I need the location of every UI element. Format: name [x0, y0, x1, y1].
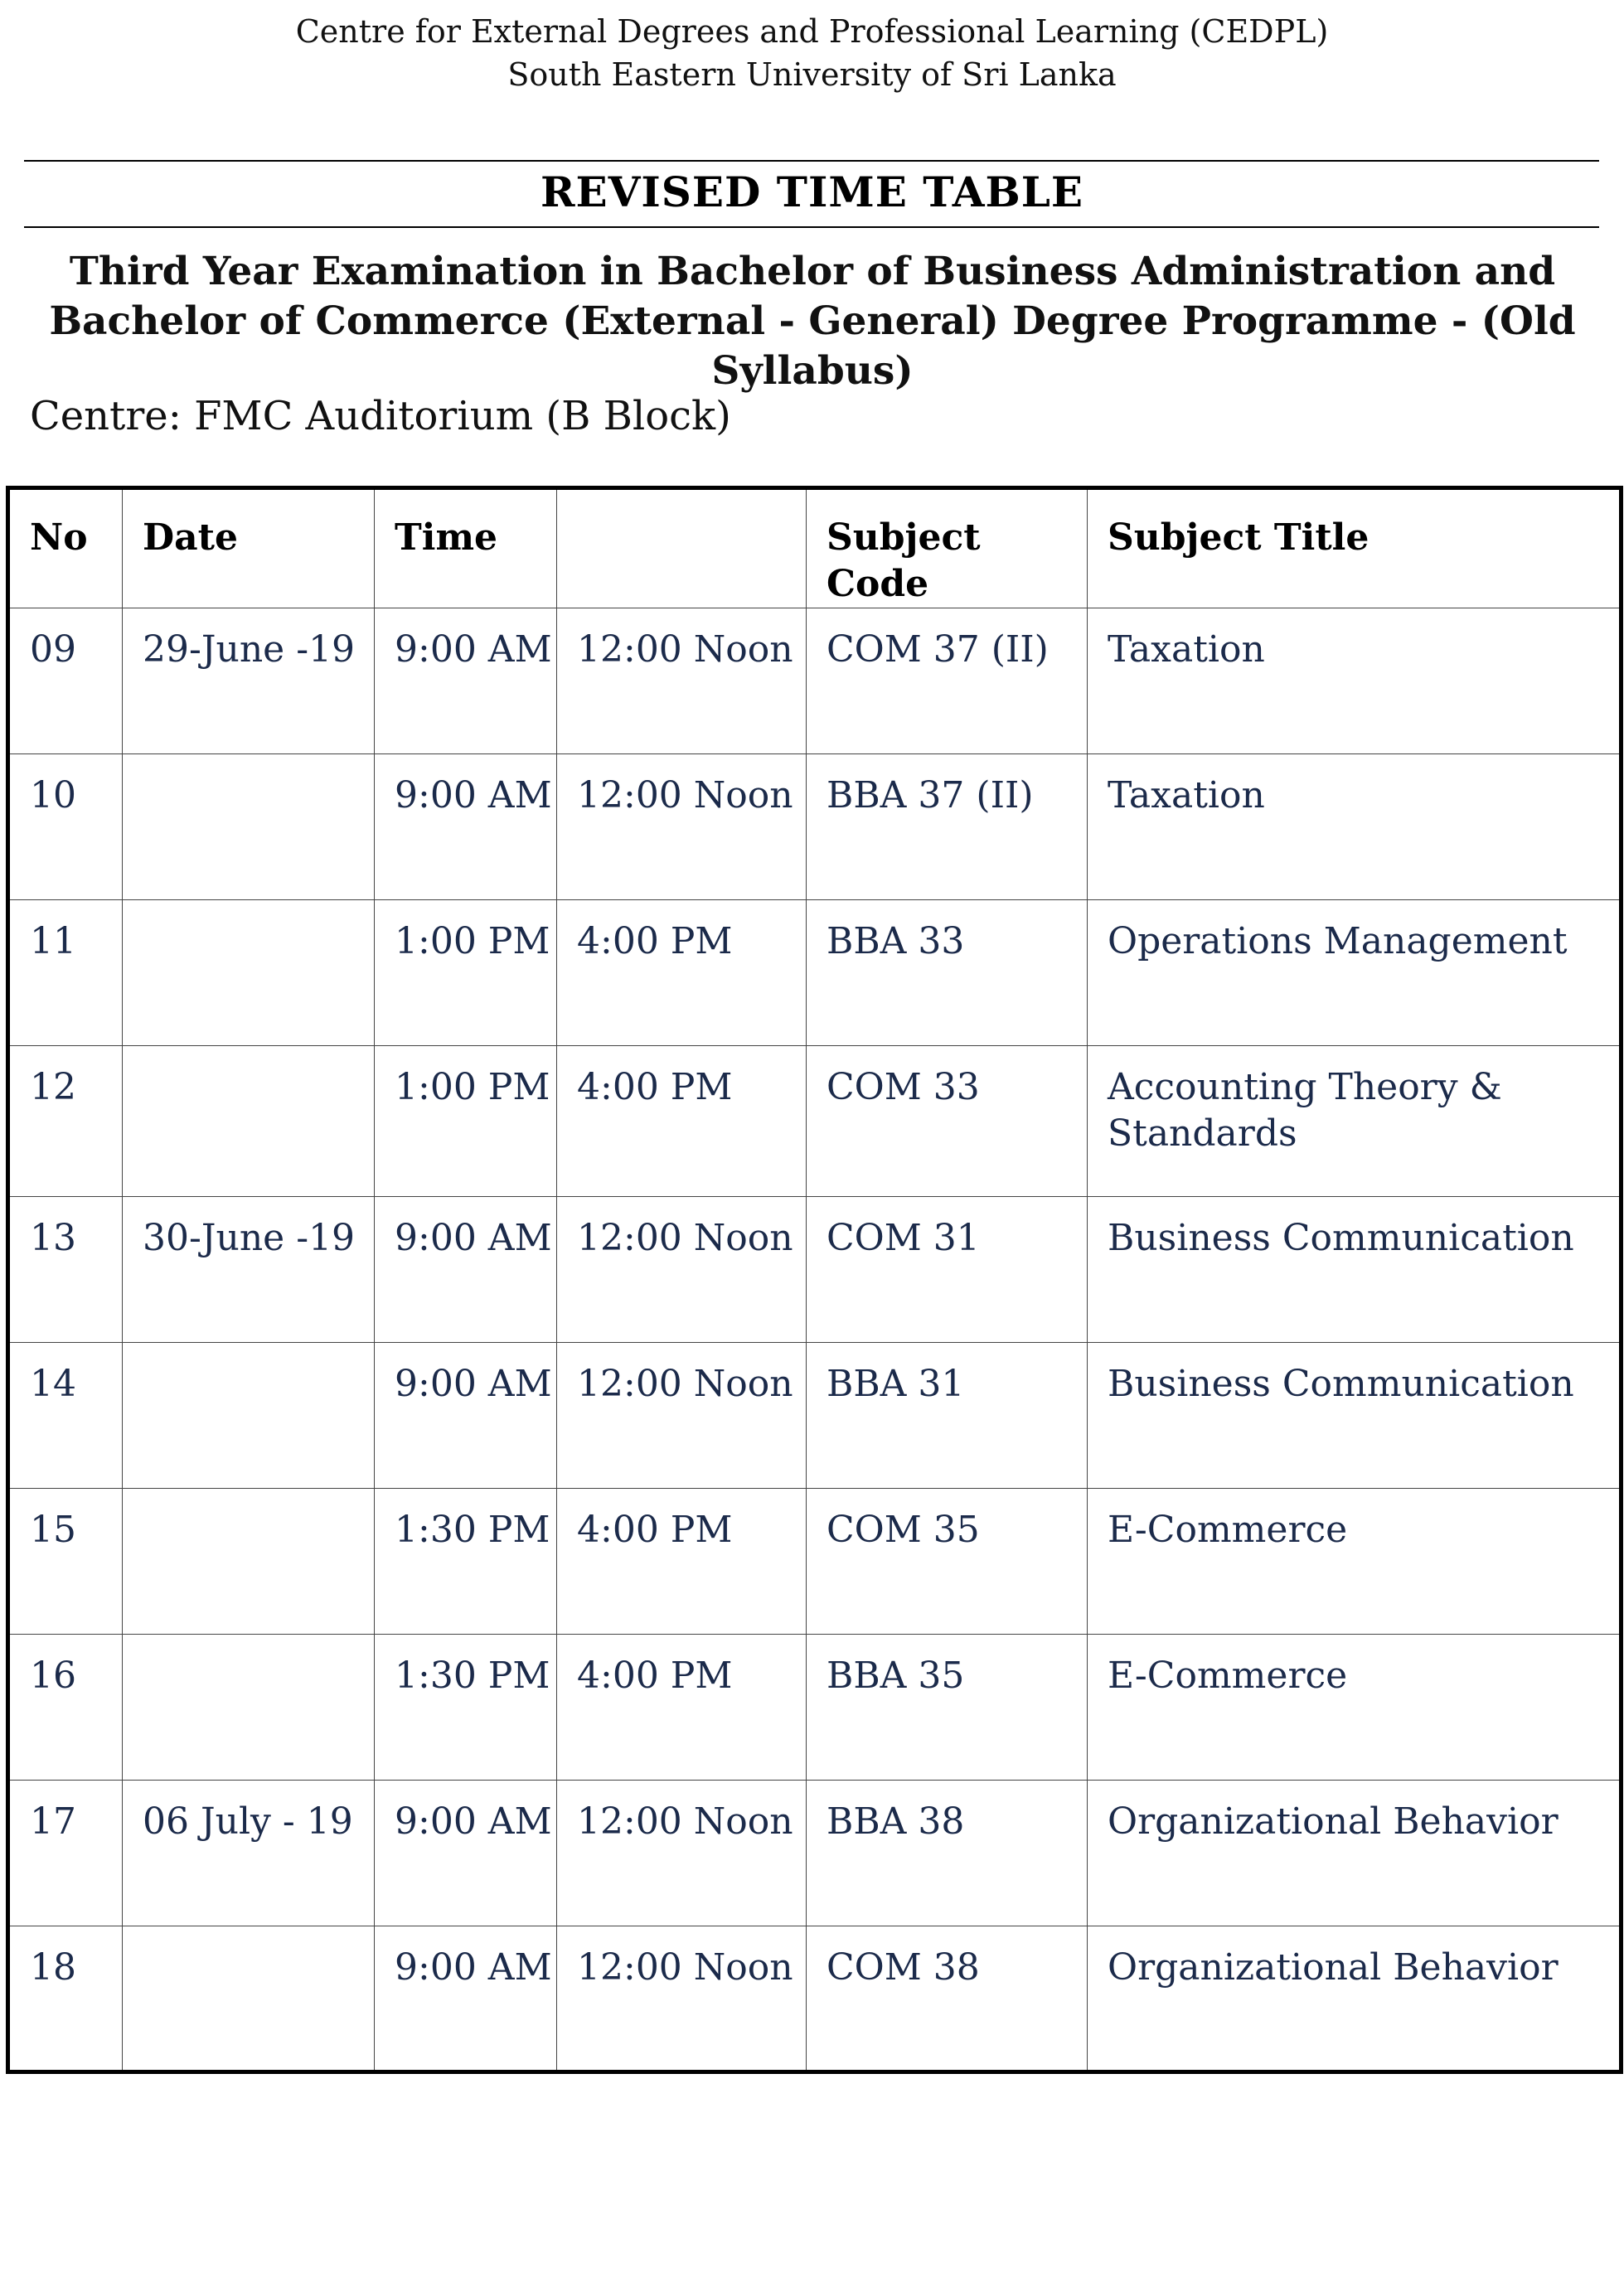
- cell-subject-title: Operations Management: [1088, 900, 1622, 1046]
- cell-subject-code: BBA 35: [807, 1635, 1088, 1781]
- cell-no: 16: [8, 1635, 123, 1781]
- cell-end-time: 4:00 PM: [557, 1635, 807, 1781]
- cell-subject-code: COM 33: [807, 1046, 1088, 1197]
- header-date: Date: [123, 488, 375, 608]
- title-underline-rule: [24, 226, 1599, 228]
- cell-start-time: 9:00 AM: [375, 754, 557, 900]
- header-time: Time: [375, 488, 557, 608]
- table-row: [8, 754, 1622, 900]
- cell-date: [123, 754, 375, 900]
- org-name: Centre for External Degrees and Professional Learning (CEDPL): [295, 13, 1329, 50]
- cell-end-time: 4:00 PM: [557, 1046, 807, 1197]
- top-rule: [24, 160, 1599, 162]
- cell-no: 10: [8, 754, 123, 900]
- cell-end-time: 12:00 Noon: [557, 754, 807, 900]
- cell-date: 06 July - 19: [123, 1781, 375, 1926]
- cell-start-time: 1:00 PM: [375, 1046, 557, 1197]
- exam-centre: Centre: FMC Auditorium (B Block): [30, 393, 731, 439]
- cell-subject-title: Business Communication: [1088, 1197, 1622, 1343]
- cell-start-time: 1:30 PM: [375, 1489, 557, 1635]
- cell-end-time: 4:00 PM: [557, 1489, 807, 1635]
- cell-date: [123, 900, 375, 1046]
- header-no: No: [8, 488, 123, 608]
- cell-start-time: 9:00 AM: [375, 1781, 557, 1926]
- cell-subject-code: COM 31: [807, 1197, 1088, 1343]
- cell-date: [123, 1926, 375, 2072]
- table-header-row: [8, 488, 1622, 608]
- table-row: [8, 1489, 1622, 1635]
- cell-start-time: 9:00 AM: [375, 1343, 557, 1489]
- table-row: [8, 1635, 1622, 1781]
- table-row: [8, 1926, 1622, 2072]
- cell-subject-title: Taxation: [1088, 608, 1622, 754]
- cell-start-time: 9:00 AM: [375, 1926, 557, 2072]
- cell-start-time: 1:00 PM: [375, 900, 557, 1046]
- cell-no: 14: [8, 1343, 123, 1489]
- exam-title: Third Year Examination in Bachelor of Business Administration and Bachelor of Commerce (External - General) Degree Programme - (Old Syllabus): [49, 249, 1576, 394]
- cell-subject-code: BBA 33: [807, 900, 1088, 1046]
- cell-date: [123, 1489, 375, 1635]
- table-row: [8, 608, 1622, 754]
- header-subject-code: Subject Code: [807, 488, 1088, 608]
- table-row: [8, 1781, 1622, 1926]
- cell-subject-title: Organizational Behavior: [1088, 1926, 1622, 2072]
- table-row: [8, 900, 1622, 1046]
- cell-subject-code: BBA 37 (II): [807, 754, 1088, 900]
- cell-subject-title: Taxation: [1088, 754, 1622, 900]
- cell-start-time: 9:00 AM: [375, 1197, 557, 1343]
- cell-end-time: 4:00 PM: [557, 900, 807, 1046]
- cell-subject-code: BBA 38: [807, 1781, 1088, 1926]
- cell-no: 15: [8, 1489, 123, 1635]
- cell-end-time: 12:00 Noon: [557, 608, 807, 754]
- cell-date: [123, 1046, 375, 1197]
- university-name: South Eastern University of Sri Lanka: [507, 56, 1117, 93]
- cell-no: 17: [8, 1781, 123, 1926]
- cell-start-time: 9:00 AM: [375, 608, 557, 754]
- cell-subject-title: E-Commerce: [1088, 1635, 1622, 1781]
- header-end-time: [557, 488, 807, 608]
- cell-subject-code: COM 35: [807, 1489, 1088, 1635]
- cell-subject-code: COM 38: [807, 1926, 1088, 2072]
- cell-subject-title: Business Communication: [1088, 1343, 1622, 1489]
- cell-no: 09: [8, 608, 123, 754]
- cell-no: 12: [8, 1046, 123, 1197]
- timetable: [6, 486, 1623, 2074]
- cell-subject-title: Organizational Behavior: [1088, 1781, 1622, 1926]
- table-row: [8, 1046, 1622, 1197]
- cell-no: 13: [8, 1197, 123, 1343]
- cell-subject-code: BBA 31: [807, 1343, 1088, 1489]
- cell-date: 29-June -19: [123, 608, 375, 754]
- cell-date: [123, 1343, 375, 1489]
- cell-start-time: 1:30 PM: [375, 1635, 557, 1781]
- table-row: [8, 1197, 1622, 1343]
- cell-subject-title: Accounting Theory & Standards: [1088, 1046, 1622, 1197]
- header-subject-title: Subject Title: [1088, 488, 1622, 608]
- document-title: REVISED TIME TABLE: [540, 167, 1084, 216]
- cell-end-time: 12:00 Noon: [557, 1926, 807, 2072]
- cell-end-time: 12:00 Noon: [557, 1781, 807, 1926]
- cell-no: 18: [8, 1926, 123, 2072]
- table-row: [8, 1343, 1622, 1489]
- cell-date: 30-June -19: [123, 1197, 375, 1343]
- cell-end-time: 12:00 Noon: [557, 1197, 807, 1343]
- cell-date: [123, 1635, 375, 1781]
- cell-end-time: 12:00 Noon: [557, 1343, 807, 1489]
- cell-subject-title: E-Commerce: [1088, 1489, 1622, 1635]
- cell-subject-code: COM 37 (II): [807, 608, 1088, 754]
- cell-no: 11: [8, 900, 123, 1046]
